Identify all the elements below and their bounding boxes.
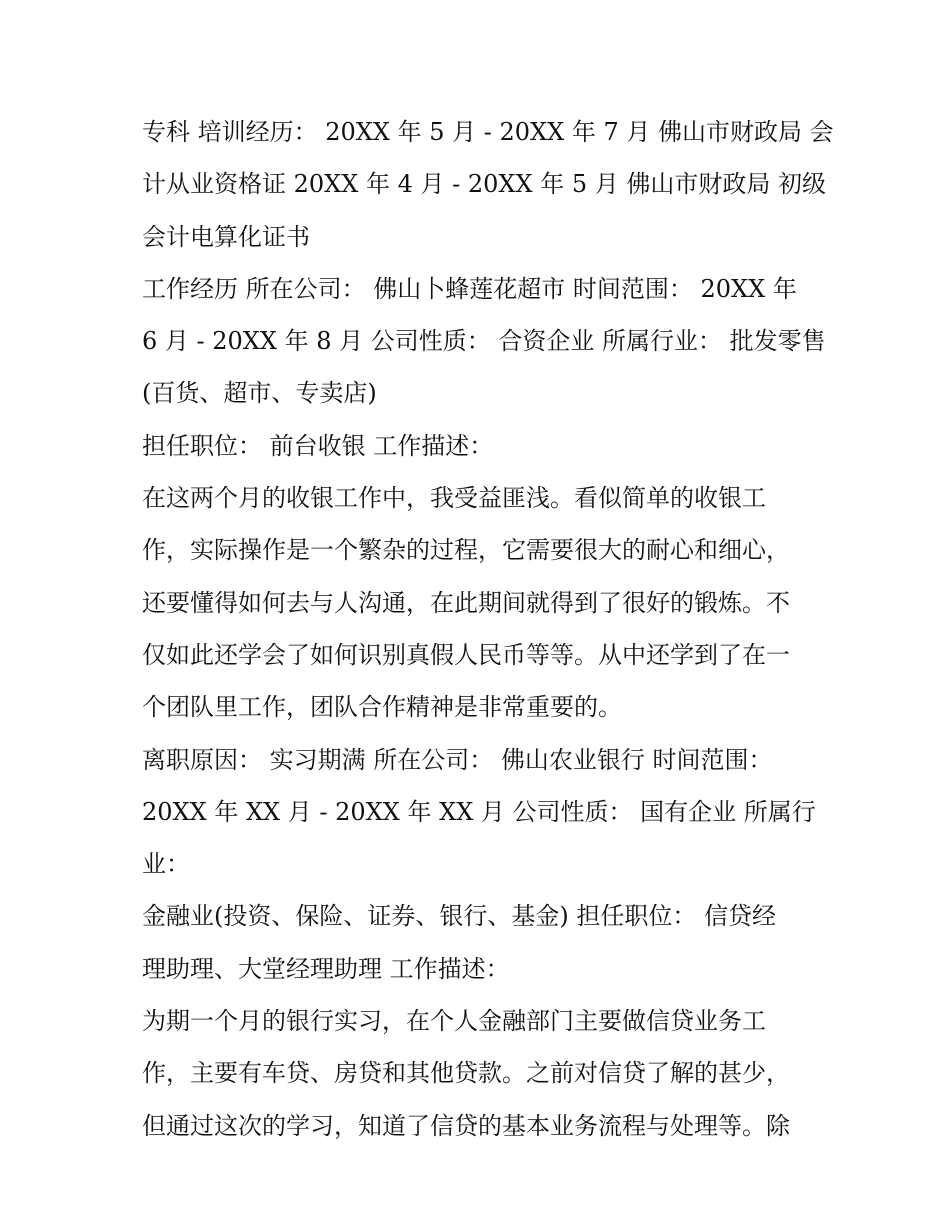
text-line: 工作经历 所在公司： 佛山卜蜂莲花超市 时间范围： 20XX 年 (142, 274, 797, 303)
text-line: 离职原因： 实习期满 所在公司： 佛山农业银行 时间范围： (142, 745, 773, 774)
text-line: 金融业(投资、保险、证券、银行、基金) 担任职位： 信贷经 (142, 902, 776, 931)
text-line: 专科 培训经历： 20XX 年 5 月 - 20XX 年 7 月 佛山市财政局 会 (142, 118, 834, 146)
text-line: 在这两个月的收银工作中，我受益匪浅。看似简单的收银工 (142, 484, 766, 513)
text-line: 为期一个月的银行实习，在个人金融部门主要做信贷业务工 (142, 1007, 766, 1036)
text-line: 作，主要有车贷、房贷和其他贷款。之前对信贷了解的甚少， (142, 1059, 790, 1088)
text-line: 还要懂得如何去与人沟通，在此期间就得到了很好的锻炼。不 (142, 588, 790, 617)
text-line: 仅如此还学会了如何识别真假人民币等等。从中还学到了在一 (142, 640, 790, 669)
text-line: 会计电算化证书 (142, 222, 310, 251)
document-body (142, 106, 832, 1152)
text-line: 理助理、大堂经理助理 工作描述： (142, 954, 510, 983)
text-line: 个团队里工作，团队合作精神是非常重要的。 (142, 693, 622, 722)
text-line: (百货、超市、专卖店) (142, 379, 377, 408)
text-line: 但通过这次的学习，知道了信贷的基本业务流程与处理等。除 (142, 1111, 790, 1140)
text-line: 20XX 年 XX 月 - 20XX 年 XX 月 公司性质： 国有企业 所属行 (142, 797, 816, 826)
text-line: 计从业资格证 20XX 年 4 月 - 20XX 年 5 月 佛山市财政局 初级 (142, 170, 826, 199)
text-line: 6 月 - 20XX 年 8 月 公司性质： 合资企业 所属行业： 批发零售 (142, 327, 826, 356)
text-line: 作，实际操作是一个繁杂的过程，它需要很大的耐心和细心， (142, 536, 790, 565)
text-line: 业： (142, 850, 190, 879)
text-line: 担任职位： 前台收银 工作描述： (142, 431, 494, 460)
